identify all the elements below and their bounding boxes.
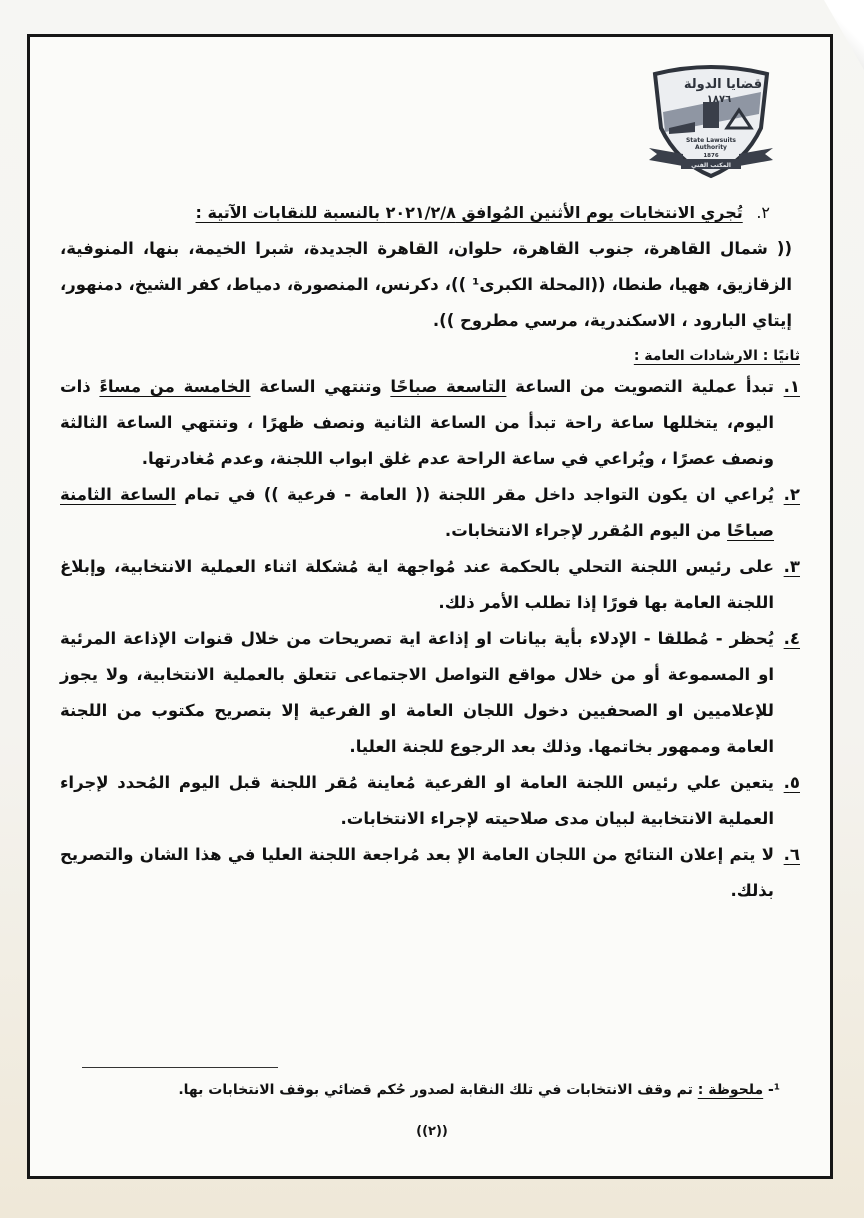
guideline-text: وتنتهي الساعة bbox=[250, 377, 391, 396]
guideline-number: ٥. bbox=[783, 773, 800, 792]
footnote-divider bbox=[82, 1067, 278, 1068]
logo-ribbon-text: المكتب الفني bbox=[691, 162, 731, 169]
guideline-emphasis-text: التاسعة صباحًا bbox=[390, 377, 507, 396]
logo-emblem bbox=[703, 102, 719, 128]
footnote-text: تم وقف الانتخابات في تلك النقابة لصدور حُكم قضائي بوقف الانتخابات بها. bbox=[178, 1082, 693, 1098]
section-heading-text: تُجري الانتخابات يوم الأثنين المُوافق ٢٠٢١/٢/٨ بالنسبة للنقابات الآتية : bbox=[195, 203, 743, 222]
footnote-marker: ¹- bbox=[768, 1082, 780, 1098]
guideline-number: ٤. bbox=[783, 629, 800, 648]
guideline-item bbox=[60, 621, 800, 765]
logo-year: 1876 bbox=[703, 153, 719, 159]
footnote bbox=[60, 1082, 780, 1098]
guideline-text: يتعين علي رئيس اللجنة العامة او الفرعية مُعاينة مُقر اللجنة قبل اليوم المُحدد لإجراء العملية الانتخابية لبيان مدى صلاحيته لإجراء الانتخابات. bbox=[60, 773, 774, 828]
guideline-text: لا يتم إعلان النتائج من اللجان العامة الإ بعد مُراجعة اللجنة العليا في هذا الشان والتصريح بذلك. bbox=[60, 845, 774, 900]
section-number: ٢. bbox=[756, 203, 770, 222]
guideline-text: ذات اليوم، يتخللها ساعة راحة تبدأ من الساعة الثانية ونصف ظهرًا ، وتنتهي الساعة الثالثة ونصف عصرًا ، ويُراعي في ساعة الراحة عدم غلق ابواب اللجنة، وعدم مُغادرتها. bbox=[60, 377, 774, 468]
guideline-emphasis-text: الساعة الثامنة صباحًا bbox=[60, 485, 774, 540]
logo-english-line2: Authority bbox=[695, 144, 727, 151]
guideline-number: ٦. bbox=[783, 845, 800, 864]
general-guidelines-title: ثانيًا : الارشادات العامة : bbox=[633, 348, 800, 364]
guideline-item bbox=[60, 765, 800, 837]
guideline-item bbox=[60, 549, 800, 621]
guideline-text: من اليوم المُقرر لإجراء الانتخابات. bbox=[444, 521, 728, 540]
guideline-emphasis-text: الخامسة من مساءً bbox=[99, 377, 251, 396]
guideline-text: يُراعي ان يكون التواجد داخل مقر اللجنة (( العامة - فرعية )) في تمام bbox=[176, 485, 774, 504]
guidelines-list bbox=[60, 369, 800, 909]
guideline-text: تبدأ عملية التصويت من الساعة bbox=[506, 377, 774, 396]
guideline-text: يُحظر - مُطلقا - الإدلاء بأية بيانات او إذاعة اية تصريحات من خلال قنوات الإذاعة المرئية او المسموعة أو من خلال مواقع التواصل الاجتماعى تتعلق بالعملية الانتخابية، ولا يجوز للإعلاميين او الصحفيين دخول اللجان العامة او الفرعية إلا بتصريح مكتوب من اللجنة العامة وممهور بخاتمها. وذلك بعد الرجوع للجنة العليا. bbox=[60, 629, 774, 756]
logo-arabic-title: قضايا الدولة bbox=[683, 77, 763, 92]
document-body bbox=[60, 195, 800, 909]
guideline-text: على رئيس اللجنة التحلي بالحكمة عند مُواجهة اية مُشكلة اثناء العملية الانتخابية، وإبلاغ اللجنة العامة بها فورًا إذا تطلب الأمر ذلك. bbox=[60, 557, 774, 612]
guideline-number: ٢. bbox=[783, 485, 800, 504]
logo-arabic-year: ١٨٧٦ bbox=[706, 94, 732, 105]
logo-english-line1: State Lawsuits bbox=[685, 137, 737, 144]
guideline-number: ١. bbox=[783, 377, 800, 396]
guideline-number: ٣. bbox=[783, 557, 800, 576]
state-lawsuits-authority-logo bbox=[645, 62, 777, 180]
guideline-item bbox=[60, 369, 800, 477]
section-2-heading bbox=[60, 195, 800, 231]
guideline-item bbox=[60, 837, 800, 909]
syndicates-list-paragraph: (( شمال القاهرة، جنوب القاهرة، حلوان، القاهرة الجديدة، شبرا الخيمة، بنها، المنوفية، الزقازيق، ههيا، طنطا، ((المحلة الكبرى¹ ))، دكرنس، المنصورة، دمياط، كفر الشيخ، دمنهور، إيتاي البارود ، الاسكندرية، مرسي مطروح )). bbox=[60, 239, 792, 330]
page-number: ((٢)) bbox=[416, 1124, 448, 1139]
guideline-item bbox=[60, 477, 800, 549]
footnote-label: ملحوظة : bbox=[697, 1082, 764, 1098]
